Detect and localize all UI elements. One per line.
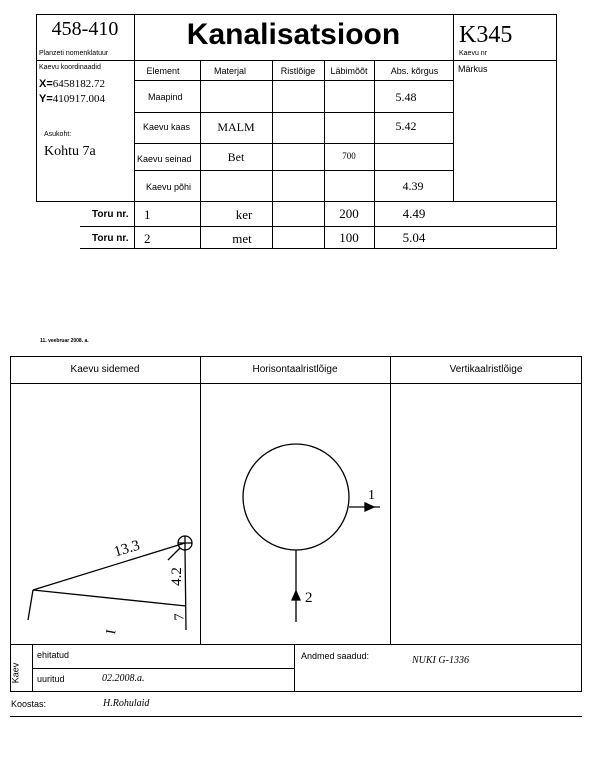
coords-caption: Kaevu koordinaadid bbox=[39, 64, 101, 71]
well-number-caption: Kaevu nr bbox=[459, 50, 488, 57]
surveyed-value: 02.2008.a. bbox=[102, 673, 145, 684]
pipe-1-arrow-icon bbox=[365, 503, 374, 511]
x-value: 6458182.72 bbox=[52, 78, 106, 90]
row-element: Kaevu kaas bbox=[143, 122, 191, 132]
compiled-value: H.Rohulaid bbox=[103, 698, 150, 709]
y-value: 410917.004 bbox=[52, 93, 106, 105]
connection-line bbox=[33, 543, 185, 590]
row-elevation: 5.42 bbox=[395, 119, 417, 133]
pipe-2-arrow-icon bbox=[292, 591, 300, 600]
header-remarks: Märkus bbox=[458, 64, 488, 74]
well-number: K345 bbox=[459, 22, 513, 48]
row-element: Kaevu seinad bbox=[137, 154, 192, 164]
header-element: Element bbox=[146, 66, 180, 76]
row-element: Maapind bbox=[148, 92, 183, 102]
side-label: Kaev bbox=[10, 662, 21, 684]
connection-line bbox=[33, 590, 186, 606]
compiled-label: Koostas: bbox=[11, 699, 47, 709]
dim-side: 4.2 bbox=[168, 567, 185, 586]
page-title: Kanalisatsioon bbox=[186, 18, 401, 51]
date-line: 11. veebruar 2008. a. bbox=[40, 338, 89, 344]
pipe-label: Toru nr. bbox=[92, 233, 129, 244]
header-cross-section: Ristlõige bbox=[280, 66, 316, 76]
header-elevation: Abs. kõrgus bbox=[390, 66, 439, 76]
section-horizontal: Horisontaalristlõige bbox=[252, 364, 338, 375]
y-label: Y= bbox=[39, 93, 53, 105]
x-label: X= bbox=[39, 78, 53, 90]
surveyed-label: uuritud bbox=[37, 674, 65, 684]
source-label: Andmed saadud: bbox=[301, 651, 370, 661]
pipe-number: 1 bbox=[144, 207, 151, 222]
plan-number-caption: Planzeti nomenklatuur bbox=[39, 50, 109, 57]
dim-small: 7 bbox=[172, 613, 188, 621]
corner-mark: I bbox=[104, 628, 120, 636]
pipe-diameter: 200 bbox=[339, 206, 359, 221]
pipe-elevation: 4.49 bbox=[402, 206, 426, 221]
source-value: NUKI G-1336 bbox=[412, 655, 469, 666]
row-material: Bet bbox=[227, 150, 245, 164]
row-elevation: 4.39 bbox=[402, 179, 424, 193]
row-elevation: 5.48 bbox=[395, 90, 417, 104]
header-material: Materjal bbox=[213, 66, 246, 76]
connection-line bbox=[28, 590, 33, 620]
location-caption: Asukoht: bbox=[44, 131, 72, 138]
pipe-diameter: 100 bbox=[339, 230, 359, 245]
row-diameter: 700 bbox=[342, 151, 356, 161]
pipe-number: 2 bbox=[144, 231, 151, 246]
pipe-elevation: 5.04 bbox=[402, 230, 426, 245]
location-value: Kohtu 7a bbox=[44, 144, 96, 159]
header-diameter: Läbimõõt bbox=[330, 66, 368, 76]
dim-long: 13.3 bbox=[112, 537, 142, 561]
pipe-material: ker bbox=[235, 207, 253, 222]
pipe-material: met bbox=[232, 231, 252, 246]
section-vertical: Vertikaalristlõige bbox=[449, 364, 523, 375]
plan-number: 458-410 bbox=[51, 18, 119, 40]
pipe-2-label: 2 bbox=[305, 590, 313, 606]
row-material: MALM bbox=[217, 120, 255, 134]
section-connections: Kaevu sidemed bbox=[70, 364, 140, 375]
pipe-label: Toru nr. bbox=[92, 209, 129, 220]
row-element: Kaevu põhi bbox=[146, 182, 192, 192]
well-cross-section bbox=[243, 444, 349, 550]
built-label: ehitatud bbox=[37, 650, 70, 660]
pipe-1-label: 1 bbox=[368, 488, 375, 503]
